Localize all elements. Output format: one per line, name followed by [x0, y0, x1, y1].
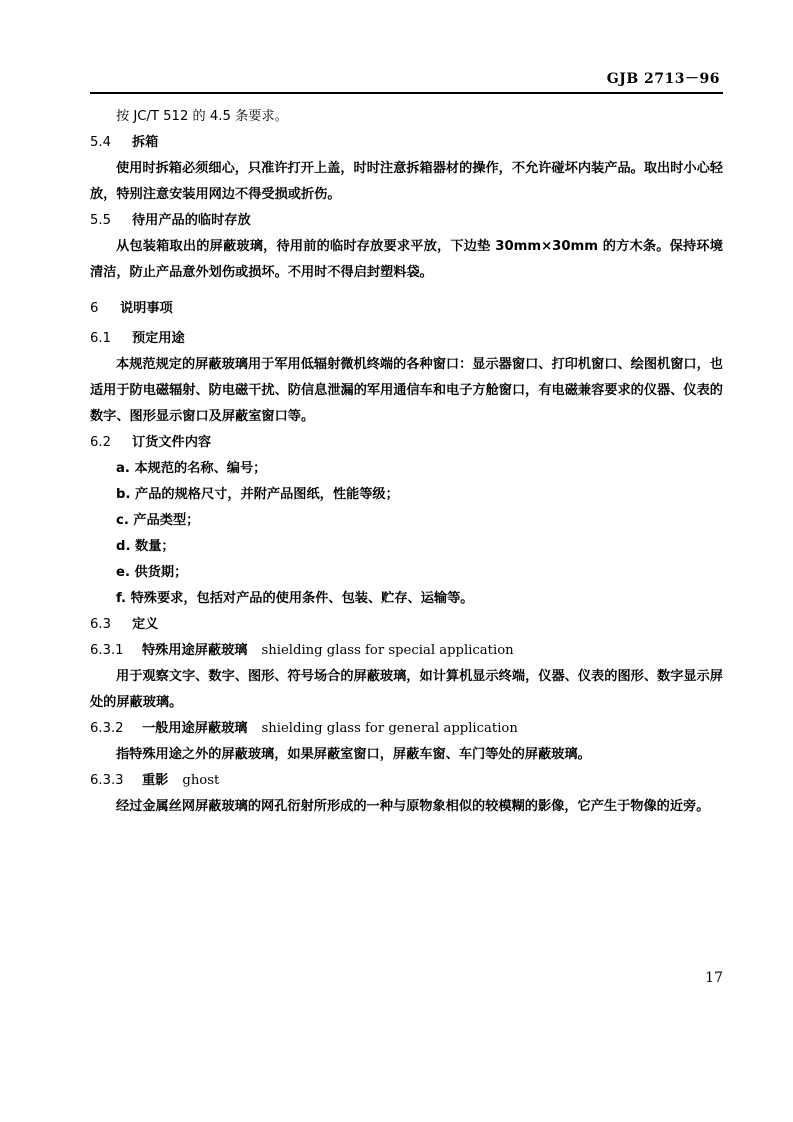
- paragraph-6-3-1-1: 用于观察文字、数字、图形、符号场合的屏蔽玻璃，如计算机显示终端，仪器、仪表的图形、数字显示屏处的屏蔽玻璃。: [90, 669, 723, 710]
- section-number: 6.3: [90, 617, 111, 632]
- section-title-en: ghost: [182, 773, 220, 788]
- list-item: a. 本规范的名称、编号；: [116, 461, 267, 476]
- section-title: 说明事项: [120, 301, 173, 316]
- section-title: 拆箱: [132, 135, 159, 150]
- section-heading-6-3-2: [90, 716, 723, 742]
- section-number: 6.3.1: [90, 643, 124, 658]
- list-item: f. 特殊要求，包括对产品的使用条件、包装、贮存、运输等。: [116, 591, 474, 606]
- section-heading-6-3-3: [90, 768, 723, 794]
- section-heading-6-1: [90, 326, 723, 352]
- paragraph-6-3-3-1: 经过金属丝网屏蔽玻璃的网孔衍射所形成的一种与原物象相似的较模糊的影像，它产生于物像的近旁。: [116, 799, 710, 814]
- section-title: 待用产品的临时存放: [132, 213, 251, 228]
- list-item: b. 产品的规格尺寸，并附产品图纸，性能等级；: [116, 487, 399, 502]
- section-heading-6-3-1: [90, 638, 723, 664]
- section-heading-5-4: [90, 130, 723, 156]
- section-number: 5.4: [90, 135, 111, 150]
- paragraph-5-5-1: 从包装箱取出的屏蔽玻璃，待用前的临时存放要求平放，下边垫 30mm×30mm 的方木条。保持环境清洁，防止产品意外划伤或损坏。不用时不得启封塑料袋。: [90, 239, 723, 280]
- section-heading-6: [90, 296, 723, 322]
- section-title-en: shielding glass for general application: [261, 721, 518, 736]
- section-number: 6.2: [90, 435, 111, 450]
- section-title: 特殊用途屏蔽玻璃: [142, 643, 248, 658]
- list-item: c. 产品类型；: [116, 513, 200, 528]
- header-divider: [90, 92, 723, 94]
- section-number: 6: [90, 301, 99, 316]
- paragraph-6-3-2-1: 指特殊用途之外的屏蔽玻璃，如果屏蔽室窗口，屏蔽车窗、车门等处的屏蔽玻璃。: [116, 747, 591, 762]
- section-title-en: shielding glass for special application: [261, 643, 514, 658]
- paragraph-6-1-1: 本规范规定的屏蔽玻璃用于军用低辐射微机终端的各种窗口：显示器窗口、打印机窗口、绘图机窗口，也适用于防电磁辐射、防电磁干扰、防信息泄漏的军用通信车和电子方舱窗口，有电磁兼容要求的仪器、仪表的数字、图形显示窗口及屏蔽室窗口等。: [90, 357, 723, 424]
- page-header-code: GJB 2713－96: [606, 71, 720, 87]
- section-number: 6.3.2: [90, 721, 124, 736]
- page-number: 17: [705, 970, 723, 986]
- section-heading-5-5: [90, 208, 723, 234]
- section-title: 预定用途: [132, 331, 185, 346]
- section-title: 一般用途屏蔽玻璃: [142, 721, 248, 736]
- list-item: d. 数量；: [116, 539, 175, 554]
- paragraph-5-4-1: 使用时拆箱必须细心，只准许打开上盖，时时注意拆箱器材的操作，不允许碰坏内装产品。取出时小心轻放，特别注意安装用网边不得受损或折伤。: [90, 161, 723, 202]
- section-heading-6-3: [90, 612, 723, 638]
- section-title: 重影: [142, 773, 169, 788]
- section-number: 6.1: [90, 331, 111, 346]
- document-body: [90, 104, 723, 820]
- section-title: 订货文件内容: [132, 435, 212, 450]
- spacer: [90, 286, 723, 296]
- section-number: 6.3.3: [90, 773, 124, 788]
- lead-paragraph: 按 JC/T 512 的 4.5 条要求。: [116, 109, 288, 124]
- list-item: e. 供货期；: [116, 565, 188, 580]
- section-heading-6-2: [90, 430, 723, 456]
- section-title: 定义: [132, 617, 159, 632]
- section-number: 5.5: [90, 213, 111, 228]
